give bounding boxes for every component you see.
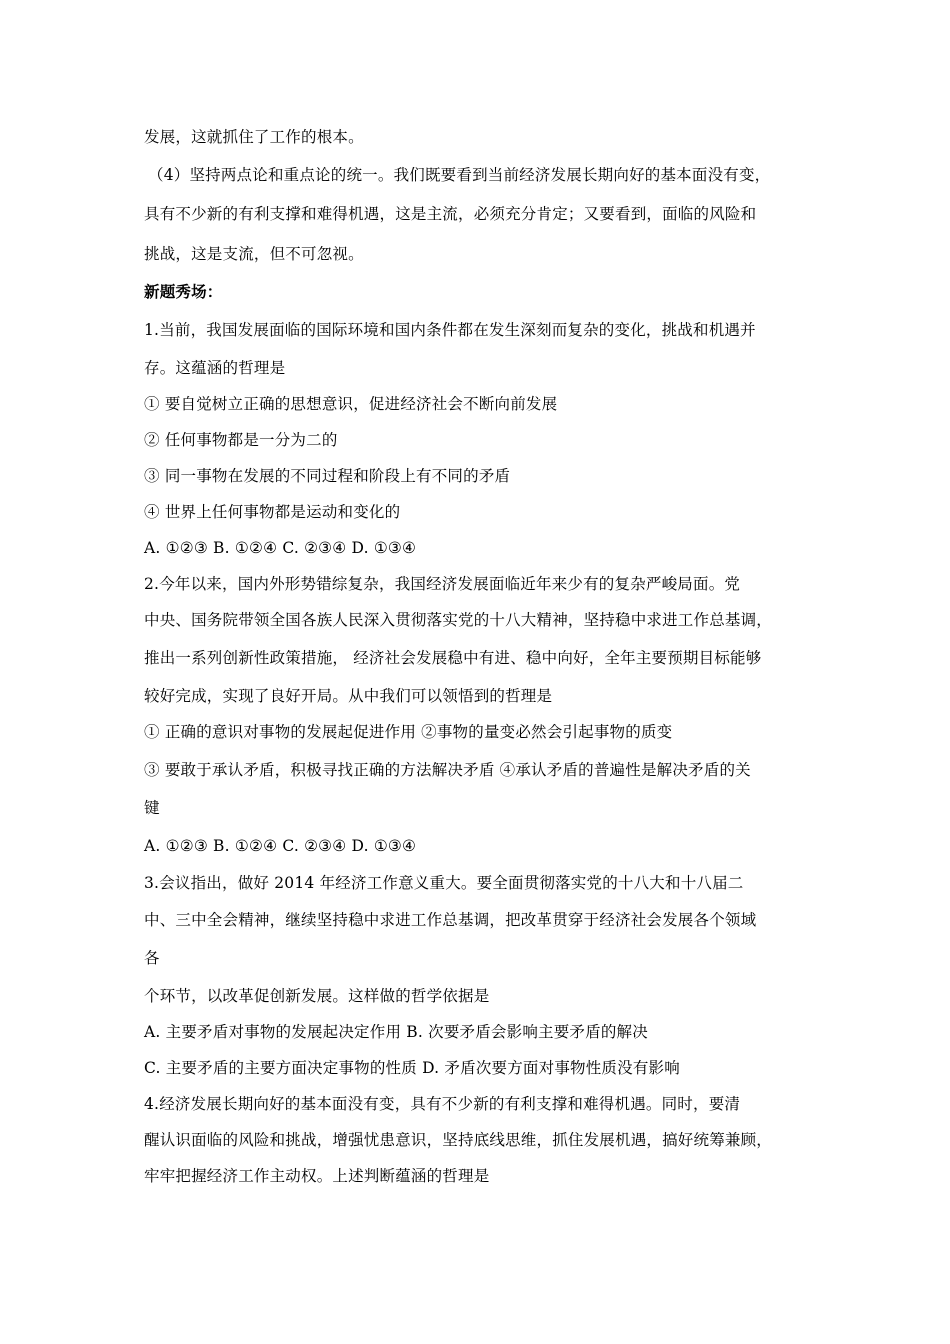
question-1-option: ① 要自觉树立正确的思想意识，促进经济社会不断向前发展	[144, 395, 558, 413]
question-1-option: ④ 世界上任何事物都是运动和变化的	[144, 503, 401, 521]
question-4-text: 醒认识面临的风险和挑战，增强忧患意识，坚持底线思维，抓住发展机遇，搞好统筹兼顾，	[144, 1131, 773, 1149]
question-3-text: 3.会议指出，做好 2014 年经济工作意义重大。要全面贯彻落实党的十八大和十八届二	[144, 874, 744, 892]
question-2-text: 推出一系列创新性政策措施， 经济社会发展稳中有进、稳中向好，全年主要预期目标能够	[144, 649, 762, 667]
text-line: （4）坚持两点论和重点论的统一。我们既要看到当前经济发展长期向好的基本面没有变，	[148, 166, 771, 184]
question-2-text: 中央、国务院带领全国各族人民深入贯彻落实党的十八大精神，坚持稳中求进工作总基调，	[144, 611, 773, 629]
question-2-option: ① 正确的意识对事物的发展起促进作用 ②事物的量变必然会引起事物的质变	[144, 723, 673, 741]
question-3-option: A. 主要矛盾对事物的发展起决定作用 B. 次要矛盾会影响主要矛盾的解决	[144, 1023, 648, 1041]
question-3-option: C. 主要矛盾的主要方面决定事物的性质 D. 矛盾次要方面对事物性质没有影响	[144, 1059, 680, 1077]
question-3-text: 各	[144, 949, 160, 967]
question-1-option: ② 任何事物都是一分为二的	[144, 431, 338, 449]
question-1-choices: A. ①②③ B. ①②④ C. ②③④ D. ①③④	[144, 539, 417, 557]
question-4-text: 牢牢把握经济工作主动权。上述判断蕴涵的哲理是	[144, 1167, 490, 1185]
question-2-option: ③ 要敢于承认矛盾，积极寻找正确的方法解决矛盾 ④承认矛盾的普遍性是解决矛盾的关	[144, 761, 751, 779]
question-2-choices: A. ①②③ B. ①②④ C. ②③④ D. ①③④	[144, 837, 417, 855]
question-1-text: 1.当前，我国发展面临的国际环境和国内条件都在发生深刻而复杂的变化，挑战和机遇并	[144, 321, 756, 339]
section-heading: 新题秀场：	[144, 282, 223, 301]
question-3-text: 个环节，以改革促创新发展。这样做的哲学依据是	[144, 987, 490, 1005]
question-2-text: 较好完成，实现了良好开局。从中我们可以领悟到的哲理是	[144, 687, 553, 705]
question-1-option: ③ 同一事物在发展的不同过程和阶段上有不同的矛盾	[144, 467, 511, 485]
question-3-text: 中、三中全会精神，继续坚持稳中求进工作总基调，把改革贯穿于经济社会发展各个领域	[144, 911, 757, 929]
question-4-text: 4.经济发展长期向好的基本面没有变，具有不少新的有利支撑和难得机遇。同时，要清	[144, 1095, 741, 1113]
text-line: 具有不少新的有利支撑和难得机遇，这是主流，必须充分肯定；又要看到，面临的风险和	[144, 205, 757, 223]
text-line: 发展，这就抓住了工作的根本。	[144, 128, 364, 146]
question-2-text: 2.今年以来，国内外形势错综复杂，我国经济发展面临近年来少有的复杂严峻局面。党	[144, 575, 741, 593]
question-2-option: 键	[144, 799, 160, 817]
text-line: 挑战，这是支流，但不可忽视。	[144, 245, 364, 263]
question-1-text: 存。这蕴涵的哲理是	[144, 359, 286, 377]
